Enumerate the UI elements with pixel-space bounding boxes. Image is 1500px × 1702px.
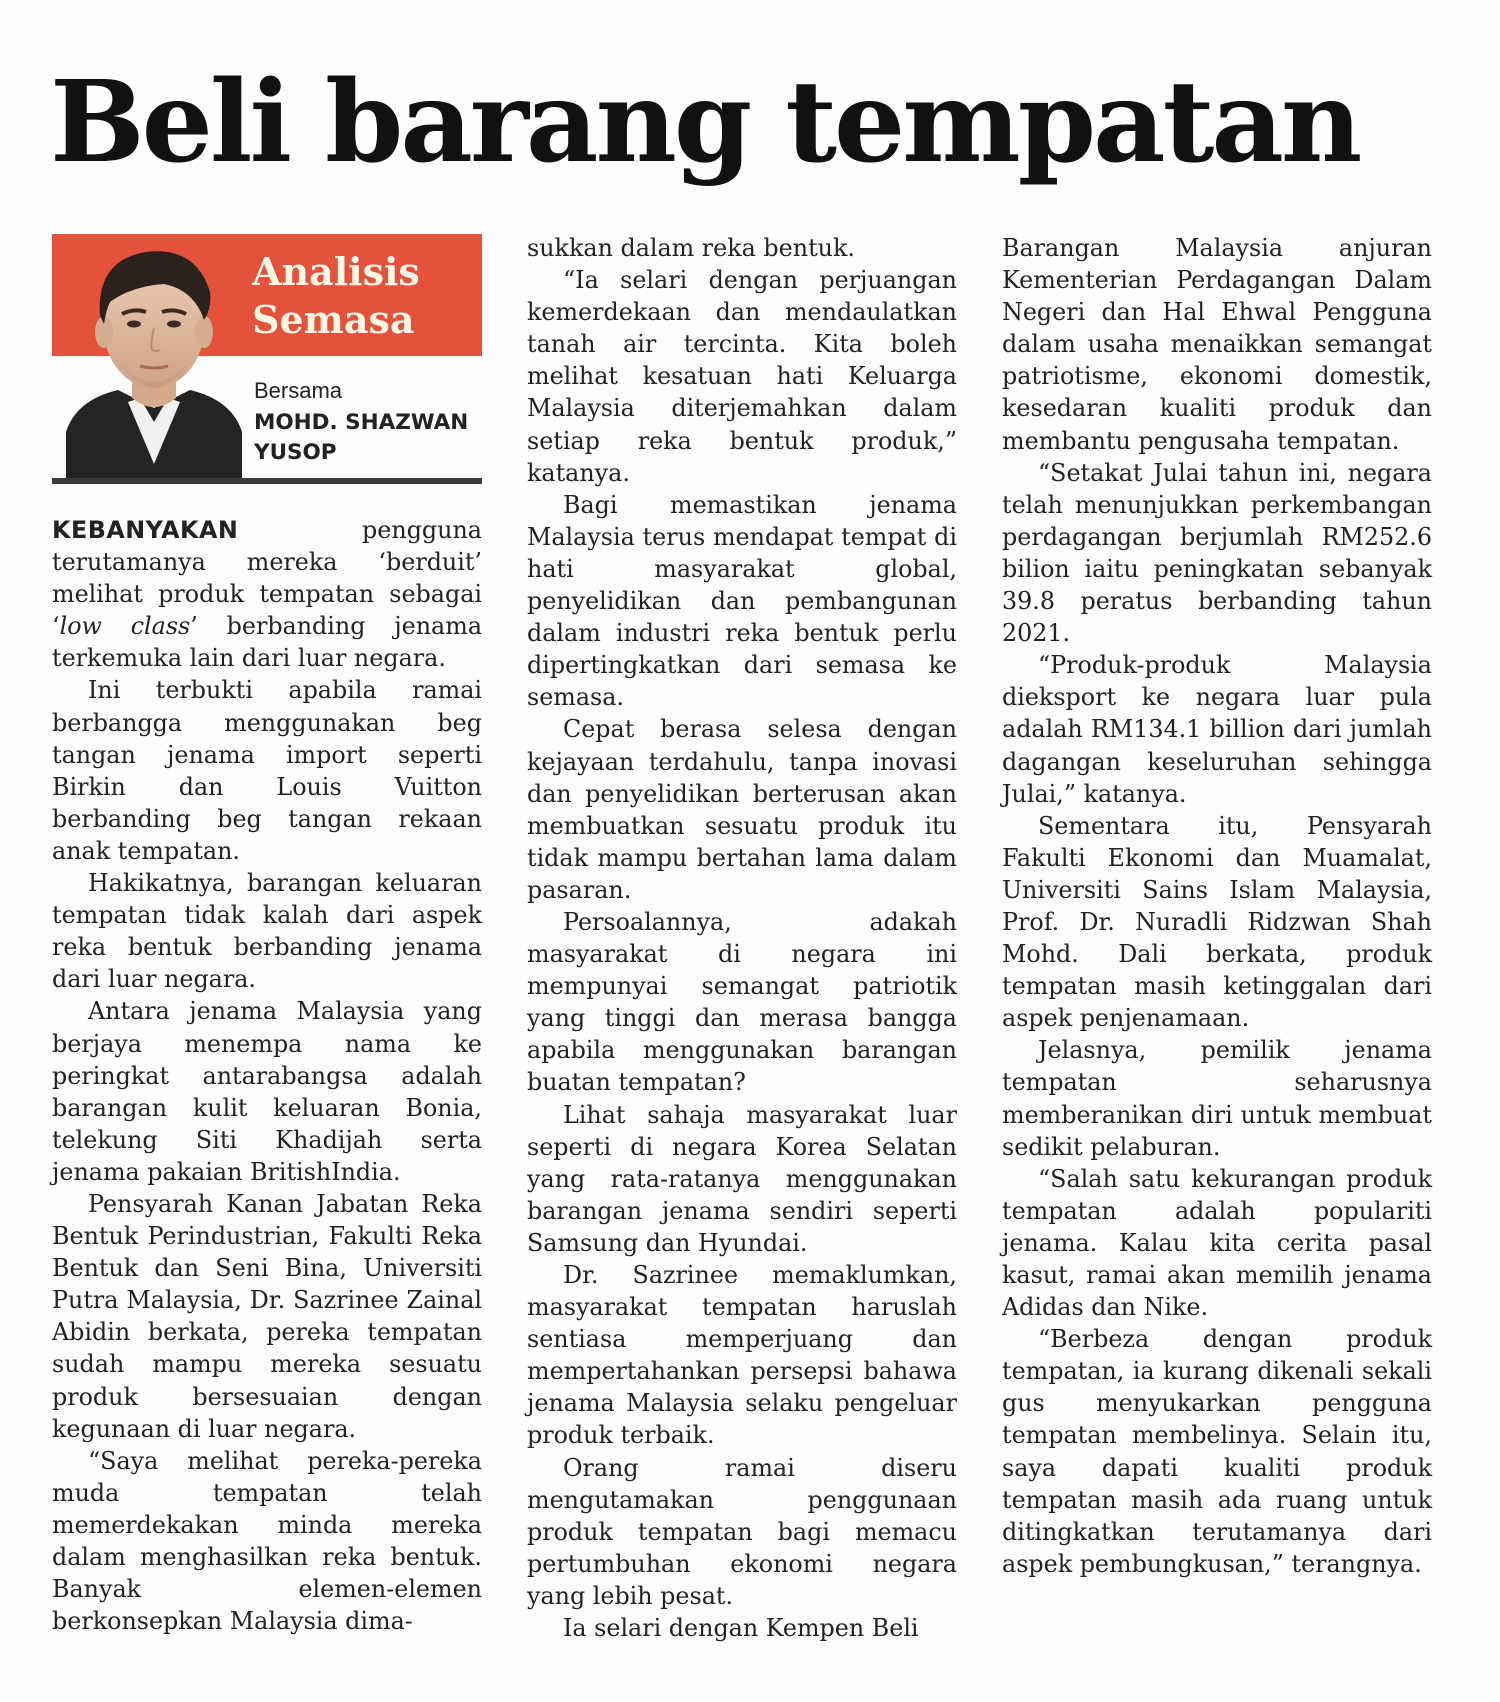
byline-prefix: Bersama [254, 378, 343, 403]
paragraph: Ia selari dengan Kempen Beli [563, 1614, 919, 1643]
byline-box [52, 232, 482, 488]
author-name [254, 408, 482, 468]
paragraph: Cepat berasa selesa dengan kejayaan terdahulu, tanpa inovasi dan penyelidikan berterusan akan membuatkan sesuatu produk itu tidak mampu bertahan lama dalam pasaran. [527, 715, 957, 904]
paragraph: Hakikatnya, barangan keluaran tempatan tidak kalah dari aspek reka bentuk berbanding jenama dari luar negara. [52, 869, 482, 994]
paragraph-text: pengguna terutamanya mereka ‘berduit’ melihat produk tempatan sebagai ‘ [52, 516, 482, 641]
column-label [252, 248, 482, 344]
paragraph-continuation: Barangan Malaysia anjuran Kementerian Perdagangan Dalam Negeri dan Hal Ehwal Pengguna dalam usaha menaikkan semangat patriotisme, ekonomi domestik, kesedaran kualiti produk dan membantu pengusaha tempatan. [1002, 234, 1432, 455]
paragraph-text: ’ berbanding jenama terkemuka lain dari luar negara. [52, 612, 483, 673]
paragraph: Orang ramai diseru mengutamakan penggunaan produk tempatan bagi memacu pertumbuhan ekonomi negara yang lebih pesat. [527, 1453, 957, 1610]
paragraph: “Salah satu kekurangan produk tempatan adalah populariti jenama. Kalau kita cerita pasal kasut, ramai akan memilih jenama Adidas dan Nike. [1002, 1164, 1432, 1322]
author-portrait [66, 232, 242, 478]
lead-word: KEBANYAKAN [52, 516, 239, 544]
article-column-2 [527, 232, 957, 1644]
paragraph: “Saya melihat pereka-pereka muda tempatan telah memerdekakan minda mereka dalam menghasilkan reka bentuk. Banyak elemen-elemen berkonsepkan Malaysia dima- [52, 1446, 482, 1636]
paragraph: Ini terbukti apabila ramai berbangga menggunakan beg tangan jenama import seperti Birkin dan Louis Vuitton berbanding beg tangan rekaan anak tempatan. [52, 676, 482, 865]
paragraph: “Berbeza dengan produk tempatan, ia kurang dikenali sekali gus menyukarkan pengguna tempatan membelinya. Selain itu, saya dapati kualiti produk tempatan masih ada ruang untuk ditingkatkan terutamanya dari aspek pembungkusan,” terangnya. [1002, 1325, 1432, 1578]
lead-paragraph [52, 514, 482, 674]
paragraph: Bagi memastikan jenama Malaysia terus mendapat tempat di hati masyarakat global, penyelidikan dan pembangunan dalam industri reka bentuk perlu dipertingkatkan dari semasa ke semasa. [527, 490, 957, 712]
paragraph: Antara jenama Malaysia yang berjaya menempa nama ke peringkat antarabangsa adalah barangan kulit keluaran Bonia, telekung Siti Khadijah serta jenama pakaian BritishIndia. [52, 997, 482, 1186]
paragraph: Jelasnya, pemilik jenama tempatan seharusnya memberanikan diri untuk membuat sedikit pelaburan. [1002, 1036, 1432, 1161]
article-column-1 [52, 514, 482, 1637]
author-name-line: MOHD. SHAZWAN [254, 410, 469, 435]
byline-divider [52, 478, 482, 484]
paragraph: “Produk-produk Malaysia dieksport ke negara luar pula adalah RM134.1 billion dari jumlah dagangan keseluruhan sehingga Julai,” katanya. [1002, 651, 1432, 808]
paragraph: Lihat sahaja masyarakat luar seperti di negara Korea Selatan yang rata-ratanya menggunakan barangan jenama sendiri seperti Samsung dan Hyundai. [527, 1100, 957, 1257]
column-label-line: Semasa [252, 297, 415, 342]
paragraph-continuation: sukkan dalam reka bentuk. [527, 234, 855, 262]
paragraph: Pensyarah Kanan Jabatan Reka Bentuk Perindustrian, Fakulti Reka Bentuk dan Seni Bina, Universiti Putra Malaysia, Dr. Sazrinee Zainal Abidin berkata, pereka tempatan sudah mampu mereka sesuatu produk bersesuaian dengan kegunaan di luar negara. [52, 1189, 482, 1443]
column-label-line: Analisis [252, 249, 420, 294]
paragraph: Sementara itu, Pensyarah Fakulti Ekonomi dan Muamalat, Universiti Sains Islam Malaysia, Prof. Dr. Nuradli Ridzwan Shah Mohd. Dali berkata, produk tempatan masih ketinggalan dari aspek penjenamaan. [1002, 811, 1432, 1033]
article-column-3 [1002, 232, 1432, 1580]
paragraph: Dr. Sazrinee memaklumkan, masyarakat tempatan haruslah sentiasa memperjuang dan mempertahankan persepsi bahawa jenama Malaysia selaku pengeluar produk terbaik. [527, 1261, 957, 1450]
paragraph: “Ia selari dengan perjuangan kemerdekaan dan mendaulatkan tanah air tercinta. Kita boleh melihat kesatuan hati Keluarga Malaysia diterjemahkan dalam setiap reka bentuk produk,” katanya. [527, 266, 957, 487]
paragraph: “Setakat Julai tahun ini, negara telah menunjukkan perkembangan perdagangan berjumlah RM252.6 bilion iaitu peningkatan sebanyak 39.8 peratus berbanding tahun 2021. [1002, 458, 1432, 648]
italic-phrase: low class [59, 612, 191, 641]
paragraph: Persoalannya, adakah masyarakat di negara ini mempunyai semangat patriotik yang tinggi dan merasa bangga apabila menggunakan barangan buatan tempatan? [527, 907, 957, 1097]
headline: Beli barang tempatan [50, 57, 1360, 188]
author-name-line: YUSOP [254, 440, 337, 465]
